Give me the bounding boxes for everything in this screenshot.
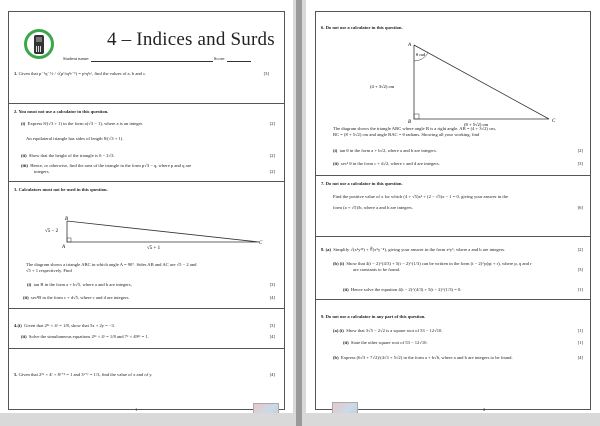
side-ab-label: √5 − 2: [45, 229, 59, 234]
page-2-frame: [315, 11, 591, 410]
question-4-ii: (ii) Solve the simultaneous equations 2³ˣ × 4ʸ = 1/8 and 7ˣ × 49²ʸ = 1. [4]: [21, 334, 275, 339]
marks: [3]: [263, 71, 269, 76]
divider: [9, 181, 284, 182]
question-6-instruction: 6. Do not use a calculator in this question.: [321, 25, 403, 30]
question-2-instruction: 2. You must not use a calculator in this question.: [14, 109, 109, 114]
question-9-instruction: 9. Do not use a calculator in any part of this question.: [321, 314, 426, 319]
viewer-background: [0, 413, 293, 426]
divider: [9, 308, 284, 309]
triangle-abc-diagram: [356, 40, 566, 127]
question-2-iii: (iii) Hence, or otherwise, find the area of the triangle in the form p√3 − q, where p and q are integers. [2]: [21, 163, 275, 174]
question-8-b-ii: (ii) Hence solve the equation 4(t − 2)^(4/3) + 5(t − 2)^(1/3) = 0. [1]: [343, 287, 583, 292]
vertex-c: C: [259, 241, 263, 246]
question-text: , find the values of a, b and c.: [92, 71, 147, 76]
question-3-stem: The diagram shows a triangle ABC in which angle A = 90°. Sides AB and AC are √5 − 2 and √5 + 1 respectively. Find: [26, 262, 197, 273]
side-ac-label: √5 + 1: [147, 246, 161, 251]
vertex-b: B: [408, 120, 412, 125]
question-2-ii: (ii) Show that the height of the triangle is 6 − 2√3. [2]: [21, 153, 275, 158]
side-ab-label: (4 + 3√2) cm: [370, 84, 395, 89]
math-expression: p⁻¹q⁻½ / √(p½q²r⁻¹) = pᵃqᵇrᶜ: [39, 71, 93, 76]
vertex-c: C: [552, 119, 556, 124]
divider: [316, 236, 590, 237]
vertex-a: A: [62, 245, 66, 250]
student-name-field[interactable]: [91, 57, 213, 62]
question-3-i: (i) tan B in the form a + b√5, where a and b are integers, [3]: [27, 282, 275, 287]
question-5: 5. Given that 2⁶ˣ × 4ʸ × 8ʸ⁺³ = 1 and 3ˣ⁺ʸ = 1/3, find the value of x and of y. [4]: [14, 372, 275, 377]
question-7-text: Find the positive value of x for which (4 + √5)x² + (2 − √5)x − 1 = 0, giving your answer in the form (a + √5)/b, where a and b are integers. [6]: [333, 194, 583, 210]
question-3-ii: (ii) sec²B in the form c + d√5, where c and d are integers. [4]: [23, 295, 275, 300]
question-9-b: (b) Express (6√3 + 7√2)/(4√3 + 5√2) in the form a + b√6, where a and b are integers to be found. [4]: [333, 355, 583, 360]
question-3-instruction: 3. Calculators must not be used in this question.: [14, 187, 108, 192]
question-8-a: 8. (a) Simplify √(x³y¹²) + ∜(x⁵y⁻⁴), giving your answer in the form xᵃyᵇ, where a and b are integers. [2]: [321, 247, 583, 252]
score-label: Score:: [213, 56, 226, 61]
question-2-i: (i) Express 8/(√3 + 1) in the form a(√3 − 1), where a is an integer. [2]: [21, 121, 275, 126]
page-separator: [293, 0, 306, 426]
page-title: 4 – Indices and Surds: [107, 29, 275, 50]
vertex-a: A: [408, 43, 412, 48]
question-2-stem: An equilateral triangle has sides of length 8/(√3 + 1).: [26, 136, 124, 141]
student-name-row: [63, 56, 251, 62]
divider: [316, 299, 590, 300]
question-4-i: 4.(i) Given that 2³ˣ × 4ʸ = 1/8, show that 5x + 2y = −3. [3]: [14, 323, 275, 328]
page-1: [0, 0, 293, 426]
score-field[interactable]: [227, 57, 251, 62]
scrollbar[interactable]: [296, 0, 302, 426]
question-8-b-i: (b) (i) Show that 4(t − 2)^(4/3) + 5(t − 2)^(1/3) can be written in the form (t − 2)^p(qt + r), where p, q and r are constants to be found. [3]: [333, 261, 583, 272]
viewer-background: [306, 413, 600, 426]
triangle-abc-diagram: [29, 216, 269, 251]
question-9-a-ii: (ii) State the other square root of 53 − 12√10. [1]: [343, 340, 583, 345]
angle-label: θ rad: [416, 52, 426, 57]
question-9-a-i: (a) (i) Show that 3√5 − 2√2 is a square root of 53 − 12√10. [1]: [333, 328, 583, 333]
calculator-logo-icon: [24, 29, 54, 59]
page-number: 2: [483, 407, 486, 412]
question-6-stem: The diagram shows the triangle ABC where angle B is a right angle. AB = (4 + 3√2) cm, BC = (8 + 5√2) cm and angle BAC = θ radians. Showing all your working, find: [333, 126, 496, 137]
divider: [316, 175, 590, 176]
page-1-frame: [8, 11, 285, 410]
divider: [9, 348, 284, 349]
divider: [9, 103, 284, 104]
question-6-i: (i) tan θ in the form a + b√2, where a and b are integers. [2]: [333, 148, 583, 153]
question-7-instruction: 7. Do not use a calculator in this question.: [321, 181, 403, 186]
page-2: [306, 0, 600, 426]
page-number: 1: [135, 407, 138, 412]
question-number: 1.: [14, 71, 18, 76]
side-bc-label: (8 + 5√2) cm: [464, 122, 489, 127]
student-name-label: Student name:: [63, 56, 90, 61]
question-text: Given that: [18, 71, 38, 76]
vertex-b: B: [65, 217, 69, 222]
question-1: [14, 71, 279, 77]
calculator-icon: [34, 35, 44, 54]
question-6-ii: (ii) sec² θ in the form c + d√2, where c and d are integers. [3]: [333, 161, 583, 166]
